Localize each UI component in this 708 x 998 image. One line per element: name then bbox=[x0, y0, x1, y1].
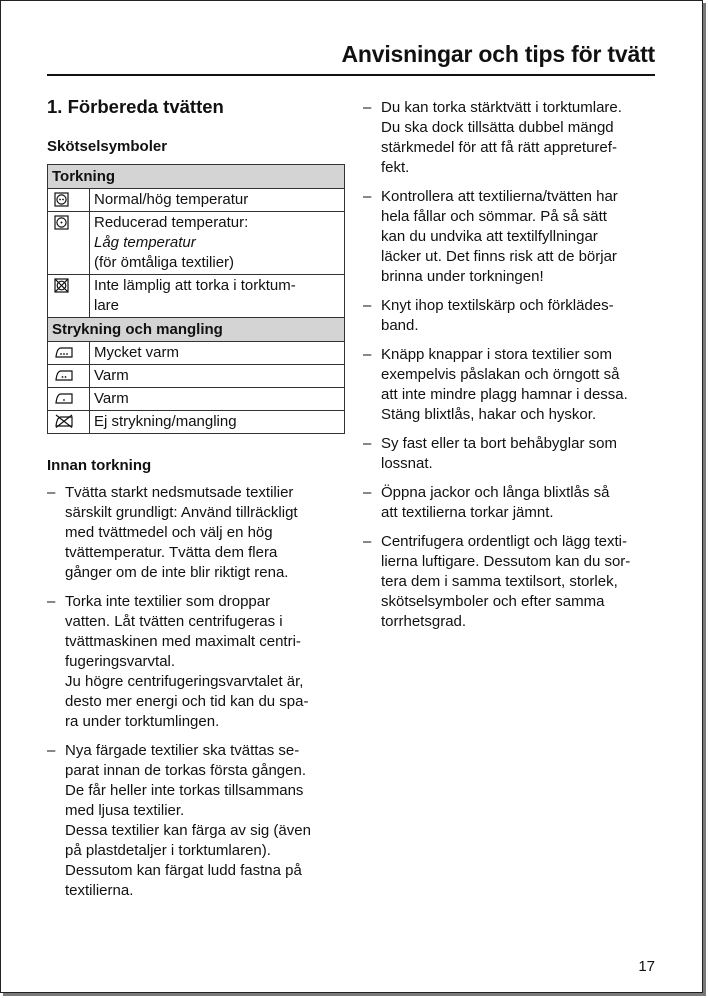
before-drying-list bbox=[47, 483, 345, 901]
before-drying-heading: Innan torkning bbox=[47, 457, 152, 474]
table-row bbox=[48, 342, 345, 365]
tumble-dry-low-icon bbox=[54, 215, 69, 230]
iron-medium-icon bbox=[54, 368, 74, 382]
list-item: – Centrifugera ordentligt och lägg texti- lierna luftigare. Dessutom kan du sor- tera dem i samma textilsort, storlek, skötselsymboler och efter samma torrhetsgrad. bbox=[363, 532, 663, 632]
list-item: – Sy fast eller ta bort behåbyglar som lossnat. bbox=[363, 434, 663, 474]
list-item: – Öppna jackor och långa blixtlås så att textilierna torkar jämnt. bbox=[363, 483, 663, 523]
list-item: – Knäpp knappar i stora textilier som exempelvis påslakan och örngott så att inte mindre plagg hamnar i dessa. Stäng blixtlås, hakar och hyskor. bbox=[363, 345, 663, 425]
left-column bbox=[47, 96, 345, 910]
table-row bbox=[48, 212, 345, 275]
care-symbols-table bbox=[47, 164, 345, 434]
list-item: – Nya färgade textilier ska tvättas se- parat innan de torkas första gången. De får heller inte torkas tillsammans med ljusa textilier. Dessa textilier kan färga av sig (även på plastdetaljer i torktumlaren). Dessutom kan färgat ludd fastna på textilierna. bbox=[47, 741, 345, 901]
symbol-description: Inte lämplig att torka i torktum- bbox=[94, 277, 296, 294]
right-column bbox=[363, 98, 663, 641]
header-rule bbox=[47, 74, 655, 76]
symbol-description-note: (för ömtåliga textilier) bbox=[94, 254, 235, 271]
table-row bbox=[48, 189, 345, 212]
section-title: 1. Förbereda tvätten bbox=[47, 96, 224, 117]
before-drying-section bbox=[47, 457, 345, 901]
page-header-title: Anvisningar och tips för tvätt bbox=[341, 41, 655, 67]
symbol-description-italic: Låg temperatur bbox=[94, 234, 196, 251]
symbol-description: Varm bbox=[90, 365, 345, 388]
list-item: – Du kan torka stärktvätt i torktumlare. Du ska dock tillsätta dubbel mängd stärkmedel för att få rätt appreturef- fekt. bbox=[363, 98, 663, 178]
do-not-tumble-dry-icon bbox=[54, 278, 69, 293]
drying-category-label: Torkning bbox=[48, 165, 345, 189]
table-row bbox=[48, 365, 345, 388]
symbol-description: Normal/hög temperatur bbox=[94, 191, 249, 208]
table-row bbox=[48, 275, 345, 318]
symbol-description: Ej strykning/mangling bbox=[90, 411, 345, 434]
tumble-dry-normal-icon bbox=[54, 192, 69, 207]
drying-category-row bbox=[48, 165, 345, 189]
do-not-iron-icon bbox=[54, 414, 74, 428]
symbol-description: Mycket varm bbox=[90, 342, 345, 365]
list-item: – Tvätta starkt nedsmutsade textilier särskilt grundligt: Använd tillräckligt med tvättmedel och välj en hög tvättemperatur. Tvätta dem flera gånger om de inte blir riktigt rena. bbox=[47, 483, 345, 583]
table-row bbox=[48, 411, 345, 434]
page-number: 17 bbox=[638, 958, 655, 975]
list-item: – Kontrollera att textilierna/tvätten har hela fållar och sömmar. På så sätt kan du undvika att textilfyllningar läcker ut. Det finns risk att de börjar brinna under torkningen! bbox=[363, 187, 663, 287]
care-symbols-heading: Skötselsymboler bbox=[47, 138, 168, 155]
iron-high-icon bbox=[54, 345, 74, 359]
list-item: – Knyt ihop textilskärp och förklädes- band. bbox=[363, 296, 663, 336]
symbol-description: Varm bbox=[90, 388, 345, 411]
symbol-description: Reducerad temperatur: bbox=[94, 214, 249, 231]
tips-list bbox=[363, 98, 663, 632]
ironing-category-row bbox=[48, 318, 345, 342]
iron-low-icon bbox=[54, 391, 74, 405]
ironing-category-label: Strykning och mangling bbox=[48, 318, 345, 342]
table-row bbox=[48, 388, 345, 411]
symbol-description: lare bbox=[94, 297, 120, 314]
list-item: – Torka inte textilier som droppar vatten. Låt tvätten centrifugeras i tvättmaskinen med maximalt centri- fugeringsvarvtal. Ju högre centrifugeringsvarvtalet är, desto mer energi och tid kan du spa- ra under torktumlingen. bbox=[47, 592, 345, 732]
